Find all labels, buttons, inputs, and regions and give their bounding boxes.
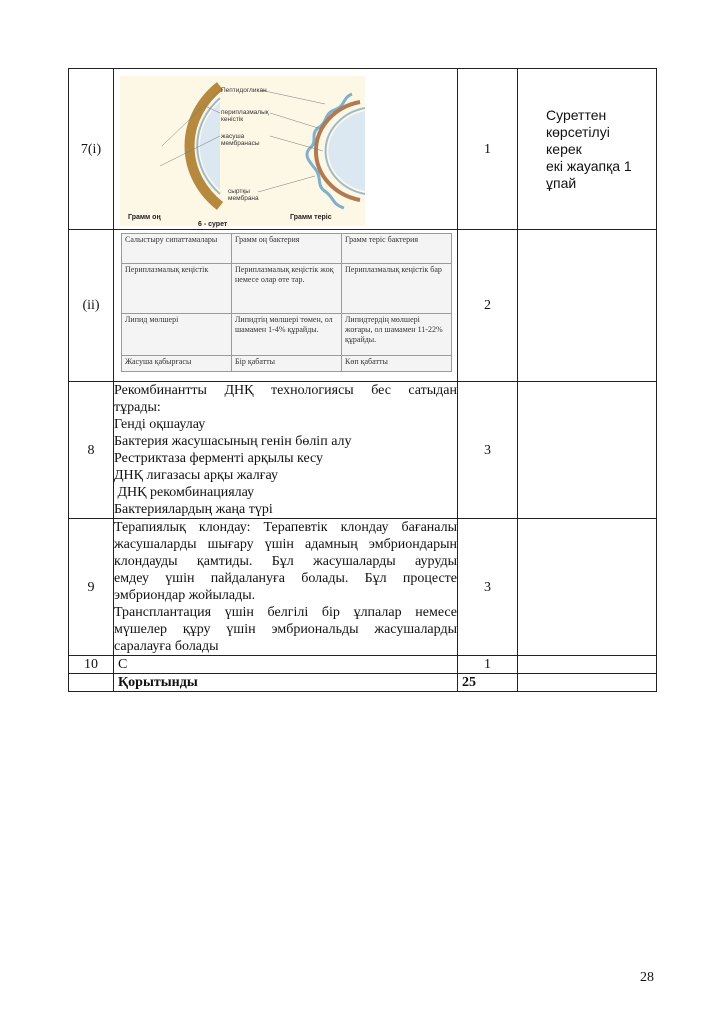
comparison-cell: Салыстыру сипаттамалары	[122, 234, 232, 264]
comparison-cell: Периплазмалық кеңістік жоқ немесе олар өте тар.	[232, 264, 342, 314]
question-number: (ii)	[69, 230, 114, 382]
note	[518, 656, 657, 674]
cell-wall-diagram	[120, 76, 365, 226]
table-row	[69, 519, 657, 656]
table-row	[69, 230, 657, 382]
comparison-cell: Липидтің мөлшері төмен, ол шамамен 1-4% құрайды.	[232, 314, 342, 356]
label-gram-positive: Грамм оң	[128, 214, 161, 221]
label-gram-negative: Грамм теріс	[290, 214, 332, 221]
cell-wall-figure	[120, 76, 365, 226]
comparison-row	[122, 234, 452, 264]
comparison-row	[122, 356, 452, 372]
score: 3	[458, 382, 518, 519]
question-number: 7(i)	[69, 69, 114, 230]
score: 3	[458, 519, 518, 656]
table-row	[69, 69, 657, 230]
comparison-cell: Периплазмалық кеңістік	[122, 264, 232, 314]
answer-text: Терапиялық клондау: Терапевтік клондау бағаналы жасушаларды шығару үшін адамның эмбриондарын клондауды қамтиды. Бұл жасушаларды ауруды емдеу үшін пайдалануға болады. Бұл процесте эмбриондар жойылады. Трансплантация үшін белгілі бір ұлпалар немесе мүшелер құру үшін эмбриональды жасушаларды саралауға болады	[114, 520, 457, 654]
label-outer-membrane: сыртқы мембрана	[228, 188, 259, 202]
comparison-cell: Грамм оң бактерия	[232, 234, 342, 264]
comparison-cell	[114, 230, 458, 382]
comparison-table	[121, 233, 452, 372]
comparison-cell: Жасуша қабырғасы	[122, 356, 232, 372]
score: 1	[458, 69, 518, 230]
total-row	[69, 674, 657, 692]
comparison-row	[122, 314, 452, 356]
comparison-cell: Грамм теріс бактерия	[342, 234, 452, 264]
page-number: 28	[640, 970, 654, 985]
note	[518, 230, 657, 382]
answer-text: С	[114, 656, 458, 674]
comparison-row	[122, 264, 452, 314]
label-cell-membrane: жасуша мембранасы	[221, 133, 260, 147]
comparison-cell: Липид мөлшері	[122, 314, 232, 356]
comparison-cell: Периплазмалық кеңістік бар	[342, 264, 452, 314]
comparison-cell: Көп қабатты	[342, 356, 452, 372]
note	[518, 519, 657, 656]
score: 2	[458, 230, 518, 382]
answer-text: Рекомбинантты ДНҚ технологиясы бес сатыдан тұрады: Генді оқшаулау Бактерия жасушасының генін бөліп алу Рестриктаза ферменті арқылы кесу ДНҚ лигазасы арқы жалғау ДНҚ рекомбинациялау Бактериялардың жаңа түрі	[114, 383, 457, 517]
label-peptidoglycan: Пептидогликан	[221, 87, 267, 94]
question-number: 8	[69, 382, 114, 519]
note	[518, 382, 657, 519]
figure-caption: 6 - сурет	[198, 221, 228, 228]
question-number: 9	[69, 519, 114, 656]
total-label: Қорытынды	[114, 674, 458, 692]
total-score: 25	[458, 674, 518, 692]
answer-table	[68, 68, 657, 692]
note: Суреттен көрсетілуі керек екі жауапқа 1 ұпай	[518, 69, 657, 230]
score: 1	[458, 656, 518, 674]
table-row	[69, 382, 657, 519]
table-row	[69, 656, 657, 674]
question-number: 10	[69, 656, 114, 674]
label-periplasm: периплазмалық кеністік	[221, 109, 269, 123]
figure-cell	[114, 69, 458, 230]
comparison-cell: Липидтердің мөлшері жоғары, ол шамамен 11-22% құрайды.	[342, 314, 452, 356]
comparison-cell: Бір қабатты	[232, 356, 342, 372]
